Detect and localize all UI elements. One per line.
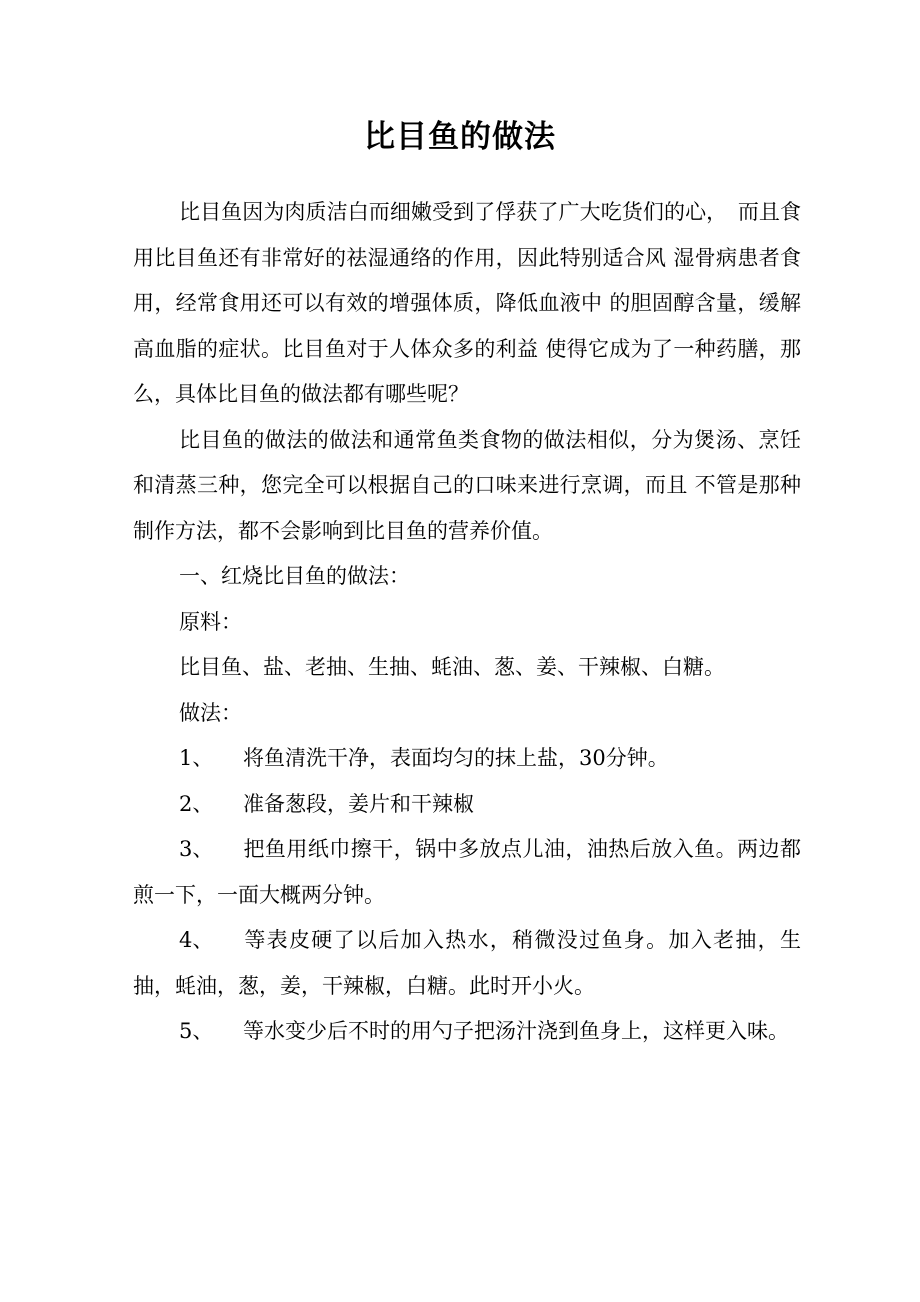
step-number: 1、 (179, 746, 214, 770)
step-item (133, 782, 801, 828)
intro-paragraph: 比目鱼因为肉质洁白而细嫩受到了俘获了广大吃货们的心， 而且食用比目鱼还有非常好的祛湿通络的作用，因此特别适合风 湿骨病患者食用，经常食用还可以有效的增强体质，降低血液中 的胆固醇含量，缓解高血脂的症状。比目鱼对于人体众多的利益 使得它成为了一种药膳，那么，具体比目鱼的做法都有哪些呢？ (133, 200, 801, 406)
step-item (133, 918, 801, 1009)
step-text: 把鱼用纸巾擦干，锅中多放点儿油，油热后放入鱼。两边都煎一下，一面大概两分钟。 (133, 837, 801, 907)
method-label: 做法： (179, 700, 242, 725)
document-title: 比目鱼的做法 (364, 119, 556, 155)
step-number: 5、 (179, 1019, 214, 1043)
step-item (133, 827, 801, 918)
step-number: 4、 (179, 928, 214, 952)
step-text: 准备葱段，姜片和干辣椒 (243, 791, 474, 816)
ingredients-list: 比目鱼、盐、老抽、生抽、蚝油、葱、姜、干辣椒、白糖。 (179, 655, 725, 679)
step-number: 2、 (179, 791, 214, 816)
section-heading: 一、红烧比目鱼的做法： (179, 564, 410, 588)
step-item (133, 736, 801, 782)
step-item (133, 1009, 801, 1055)
step-text: 等水变少后不时的用勺子把汤汁浇到鱼身上，这样更入味。 (243, 1019, 789, 1043)
ingredients-label: 原料： (179, 609, 242, 634)
step-number: 3、 (179, 837, 214, 861)
step-text: 将鱼清洗干净，表面均匀的抹上盐，30分钟。 (243, 746, 669, 770)
methods-paragraph: 比目鱼的做法的做法和通常鱼类食物的做法相似，分为煲汤、烹饪和清蒸三种，您完全可以根据自己的口味来进行烹调，而且 不管是那种制作方法，都不会影响到比目鱼的营养价值。 (133, 427, 801, 543)
document-body (133, 190, 801, 1055)
step-text: 等表皮硬了以后加入热水，稍微没过鱼身。加入老抽，生抽，蚝油，葱，姜，干辣椒，白糖。此时开小火。 (133, 928, 801, 998)
